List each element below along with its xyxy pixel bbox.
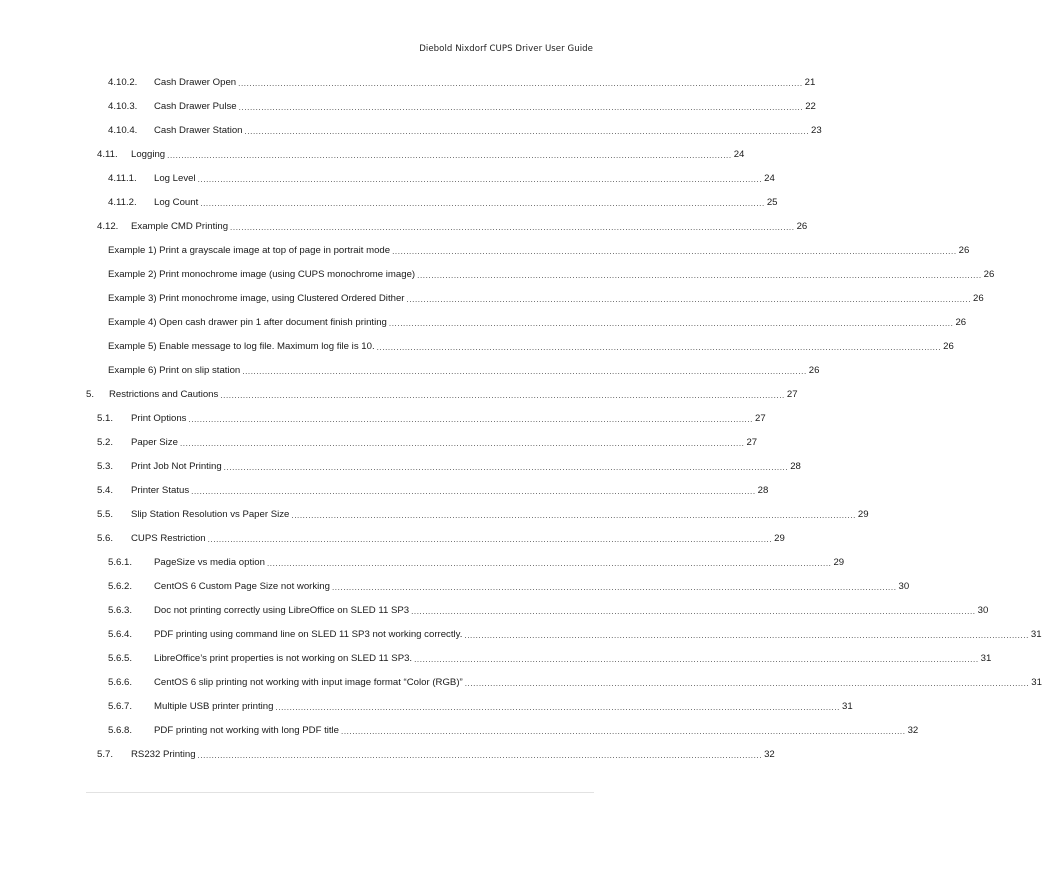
toc-dot-leader: ........................................................................................................................................................................................................	[331, 583, 897, 592]
toc-dot-leader: ........................................................................................................................................................................................................	[230, 223, 795, 232]
toc-entry-number: 4.11.	[97, 149, 118, 160]
toc-entry[interactable]	[108, 316, 967, 330]
toc-entry-page-number: 26	[958, 245, 970, 256]
toc-entry[interactable]	[97, 484, 769, 498]
toc-entry-page-number: 26	[796, 221, 808, 232]
toc-entry[interactable]	[108, 340, 954, 354]
toc-entry-title: Example 5) Enable message to log file. Maximum log file is 10.	[108, 341, 375, 352]
toc-entry-title: Paper Size	[131, 437, 178, 448]
toc-entry-number: 5.6.1.	[108, 557, 133, 568]
toc-dot-leader: ........................................................................................................................................................................................................	[291, 511, 856, 520]
toc-entry-page-number: 26	[983, 269, 995, 280]
toc-dot-leader: ........................................................................................................................................................................................................	[392, 247, 957, 256]
toc-entry[interactable]	[97, 412, 766, 426]
toc-dot-leader: ........................................................................................................................................................................................................	[238, 79, 803, 88]
toc-dot-leader: ........................................................................................................................................................................................................	[188, 415, 753, 424]
running-header: Diebold Nixdorf CUPS Driver User Guide	[419, 44, 593, 54]
toc-entry-title: Cash Drawer Open	[154, 77, 237, 88]
toc-entry-page-number: 23	[811, 125, 822, 136]
toc-entry-title: Print Job Not Printing	[131, 461, 222, 472]
toc-dot-leader: ........................................................................................................................................................................................................	[200, 199, 765, 208]
toc-entry[interactable]	[108, 700, 853, 714]
toc-entry-number: 5.6.5.	[108, 653, 133, 664]
toc-entry-title: Printer Status	[131, 485, 190, 496]
toc-dot-leader: ........................................................................................................................................................................................................	[376, 343, 942, 352]
toc-entry[interactable]	[108, 580, 910, 594]
toc-entry-title: Example 4) Open cash drawer pin 1 after document finish printing	[108, 317, 387, 328]
toc-entry-page-number: 27	[786, 389, 798, 400]
toc-entry-number: 4.11.1.	[108, 173, 137, 184]
toc-entry-title: LibreOffice’s print properties is not working on SLED 11 SP3.	[154, 653, 413, 664]
toc-entry[interactable]	[108, 364, 820, 378]
toc-dot-leader: ........................................................................................................................................................................................................	[417, 271, 982, 280]
toc-dot-leader: ........................................................................................................................................................................................................	[220, 391, 785, 400]
toc-dot-leader: ........................................................................................................................................................................................................	[238, 103, 804, 112]
toc-entry-number: 5.4.	[97, 485, 114, 496]
toc-dot-leader: ........................................................................................................................................................................................................	[244, 127, 810, 136]
toc-entry-number: 4.10.4.	[108, 125, 138, 136]
toc-dot-leader: ........................................................................................................................................................................................................	[341, 727, 906, 736]
toc-entry-page-number: 31	[1031, 677, 1042, 688]
toc-entry-title: Example CMD Printing	[131, 221, 229, 232]
toc-dot-leader: ........................................................................................................................................................................................................	[197, 175, 763, 184]
toc-entry[interactable]	[97, 436, 758, 450]
toc-entry-title: CentOS 6 slip printing not working with input image format “Color (RGB)”	[154, 677, 463, 688]
toc-entry[interactable]	[108, 100, 816, 114]
toc-entry-title: CUPS Restriction	[131, 533, 206, 544]
toc-entry-page-number: 26	[973, 293, 984, 304]
toc-entry-title: PDF printing not working with long PDF title	[154, 725, 340, 736]
toc-entry[interactable]	[108, 556, 845, 570]
toc-dot-leader: ........................................................................................................................................................................................................	[266, 559, 832, 568]
toc-dot-leader: ........................................................................................................................................................................................................	[223, 463, 789, 472]
toc-dot-leader: ........................................................................................................................................................................................................	[464, 631, 1029, 640]
toc-dot-leader: ........................................................................................................................................................................................................	[406, 295, 972, 304]
toc-entry-title: PageSize vs media option	[154, 557, 265, 568]
toc-entry-page-number: 26	[808, 365, 820, 376]
toc-entry-title: Slip Station Resolution vs Paper Size	[131, 509, 290, 520]
toc-dot-leader: ........................................................................................................................................................................................................	[207, 535, 773, 544]
toc-dot-leader: ........................................................................................................................................................................................................	[197, 751, 763, 760]
toc-entry-title: RS232 Printing	[131, 749, 196, 760]
toc-entry-page-number: 29	[857, 509, 869, 520]
toc-entry-title: PDF printing using command line on SLED 11 SP3 not working correctly.	[154, 629, 463, 640]
toc-entry-page-number: 30	[898, 581, 910, 592]
toc-entry-title: Example 3) Print monochrome image, using Clustered Ordered Dither	[108, 293, 405, 304]
toc-entry[interactable]	[97, 532, 785, 546]
toc-entry-page-number: 32	[764, 749, 775, 760]
toc-dot-leader: ........................................................................................................................................................................................................	[414, 655, 979, 664]
toc-entry-page-number: 22	[805, 101, 816, 112]
footer-divider	[86, 792, 594, 793]
toc-entry-title: CentOS 6 Custom Page Size not working	[154, 581, 330, 592]
toc-entry[interactable]	[97, 508, 869, 522]
toc-entry-page-number: 27	[746, 437, 758, 448]
toc-entry-page-number: 21	[804, 77, 816, 88]
toc-entry-number: 5.3.	[97, 461, 114, 472]
toc-entry[interactable]	[108, 676, 1042, 690]
toc-entry-title: Log Count	[154, 197, 199, 208]
toc-entry[interactable]	[108, 724, 919, 738]
toc-entry-page-number: 31	[1030, 629, 1042, 640]
toc-entry-page-number: 26	[955, 317, 967, 328]
toc-entry-page-number: 26	[943, 341, 954, 352]
toc-entry-title: Restrictions and Cautions	[109, 389, 219, 400]
toc-entry-page-number: 31	[841, 701, 853, 712]
toc-entry[interactable]	[108, 604, 989, 618]
toc-entry-page-number: 29	[774, 533, 785, 544]
toc-entry[interactable]	[108, 244, 970, 258]
toc-dot-leader: ........................................................................................................................................................................................................	[275, 703, 840, 712]
toc-entry[interactable]	[108, 196, 778, 210]
toc-entry-page-number: 28	[757, 485, 769, 496]
toc-entry-number: 5.6.8.	[108, 725, 133, 736]
toc-entry[interactable]	[108, 172, 775, 186]
toc-dot-leader: ........................................................................................................................................................................................................	[242, 367, 807, 376]
toc-entry-title: Example 2) Print monochrome image (using CUPS monochrome image)	[108, 269, 416, 280]
toc-entry-title: Cash Drawer Station	[154, 125, 243, 136]
toc-entry-page-number: 24	[764, 173, 775, 184]
toc-entry-title: Example 6) Print on slip station	[108, 365, 241, 376]
toc-entry-page-number: 28	[790, 461, 801, 472]
toc-entry-page-number: 30	[977, 605, 989, 616]
toc-entry-page-number: 27	[755, 413, 766, 424]
toc-entry-number: 5.6.6.	[108, 677, 133, 688]
toc-entry[interactable]	[108, 268, 995, 282]
toc-entry[interactable]	[108, 628, 1042, 642]
toc-entry[interactable]	[97, 460, 801, 474]
toc-dot-leader: ........................................................................................................................................................................................................	[411, 607, 976, 616]
toc-entry-title: Doc not printing correctly using LibreOffice on SLED 11 SP3	[154, 605, 410, 616]
toc-dot-leader: ........................................................................................................................................................................................................	[179, 439, 745, 448]
toc-entry-number: 5.6.4.	[108, 629, 133, 640]
toc-entry-number: 4.11.2.	[108, 197, 137, 208]
toc-entry[interactable]	[108, 652, 992, 666]
toc-entry-title: Log Level	[154, 173, 196, 184]
toc-entry-number: 5.7.	[97, 749, 114, 760]
toc-entry-number: 5.6.7.	[108, 701, 133, 712]
toc-entry[interactable]	[97, 148, 745, 162]
toc-entry-number: 4.10.2.	[108, 77, 138, 88]
toc-entry-title: Logging	[131, 149, 166, 160]
toc-dot-leader: ........................................................................................................................................................................................................	[388, 319, 954, 328]
toc-entry-number: 5.	[86, 389, 95, 400]
toc-entry-number: 5.6.	[97, 533, 114, 544]
toc-entry-title: Print Options	[131, 413, 187, 424]
toc-entry-page-number: 29	[833, 557, 845, 568]
toc-entry-title: Example 1) Print a grayscale image at top of page in portrait mode	[108, 245, 391, 256]
toc-dot-leader: ........................................................................................................................................................................................................	[191, 487, 756, 496]
toc-entry-number: 5.6.2.	[108, 581, 133, 592]
toc-entry-number: 5.5.	[97, 509, 114, 520]
toc-entry[interactable]	[86, 388, 798, 402]
toc-entry-page-number: 24	[733, 149, 745, 160]
toc-entry-number: 5.1.	[97, 413, 114, 424]
toc-entry[interactable]	[97, 220, 808, 234]
toc-entry-number: 4.12.	[97, 221, 119, 232]
toc-entry[interactable]	[108, 76, 816, 90]
toc-entry[interactable]	[108, 292, 984, 306]
toc-entry-page-number: 31	[980, 653, 992, 664]
toc-entry-number: 5.6.3.	[108, 605, 133, 616]
toc-entry-number: 5.2.	[97, 437, 114, 448]
toc-entry-page-number: 32	[907, 725, 919, 736]
toc-entry[interactable]	[108, 124, 822, 138]
toc-entry-number: 4.10.3.	[108, 101, 138, 112]
toc-dot-leader: ........................................................................................................................................................................................................	[464, 679, 1030, 688]
toc-entry-title: Multiple USB printer printing	[154, 701, 274, 712]
toc-entry-page-number: 25	[766, 197, 778, 208]
toc-entry[interactable]	[97, 748, 775, 762]
toc-entry-title: Cash Drawer Pulse	[154, 101, 237, 112]
toc-dot-leader: ........................................................................................................................................................................................................	[167, 151, 732, 160]
